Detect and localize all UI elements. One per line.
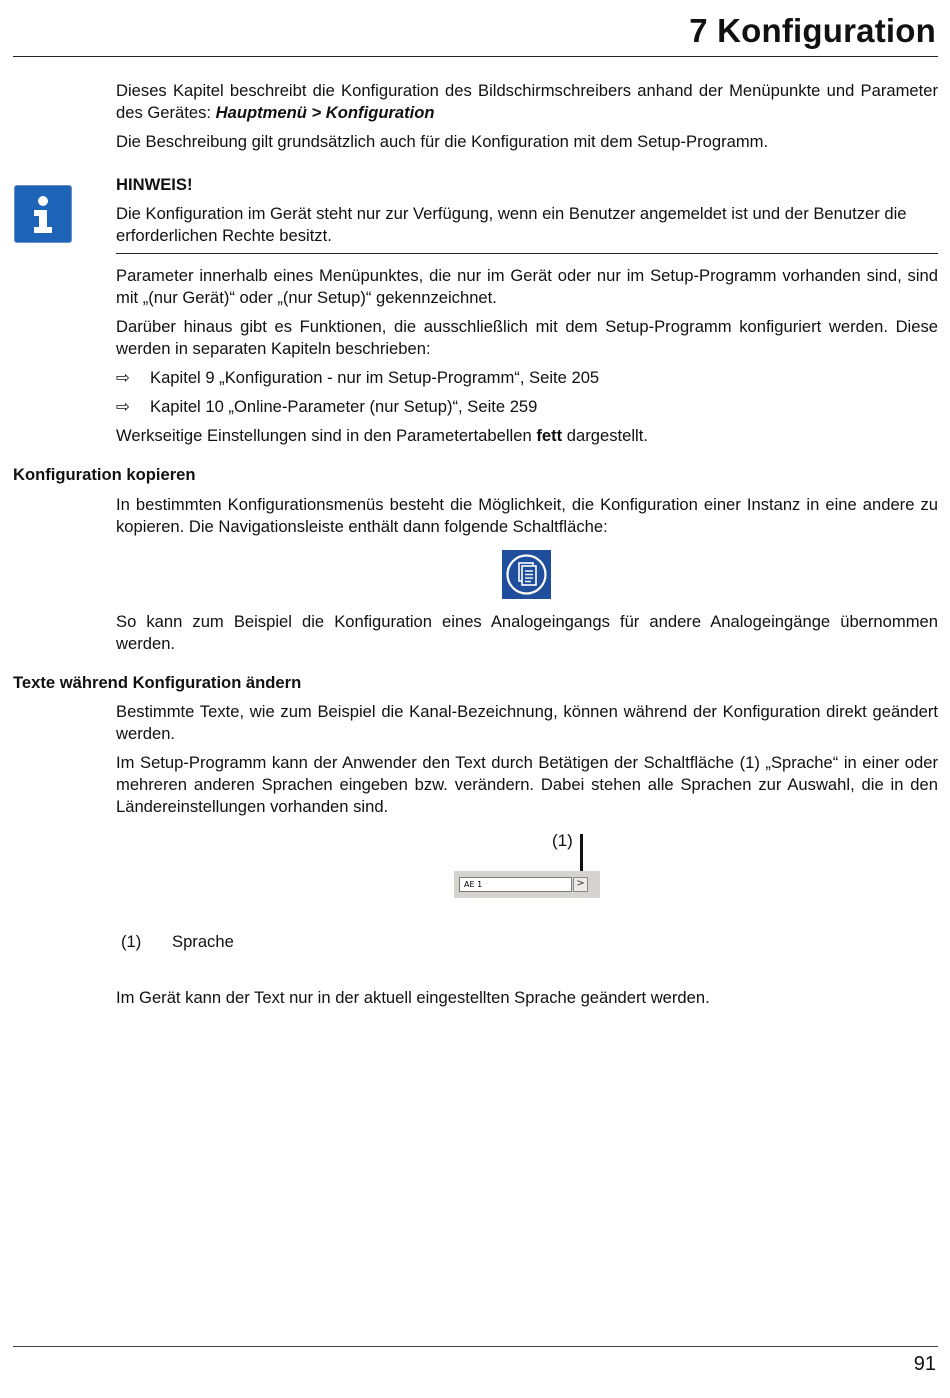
texts-paragraph-1: Bestimmte Texte, wie zum Beispiel die Kanal-Bezeichnung, können während der Konfiguration direkt geändert werden. xyxy=(116,702,938,743)
intro-paragraph-1 xyxy=(116,80,938,124)
link-chapter-9[interactable]: Kapitel 9 „Konfiguration - nur im Setup-Programm“, Seite 205 xyxy=(150,368,600,387)
texts-paragraph-3: Im Gerät kann der Text nur in der aktuell eingestellten Sprache geändert werden. xyxy=(116,988,710,1007)
channel-name-input[interactable]: AE 1 xyxy=(459,877,572,892)
heading-change-texts: Texte während Konfiguration ändern xyxy=(13,673,302,692)
copy-paragraph-2: So kann zum Beispiel die Konfiguration eines Analogeingangs für andere Analogeingänge übernommen werden. xyxy=(116,612,938,653)
notice-title: HINWEIS! xyxy=(116,175,193,194)
header-divider xyxy=(13,56,938,57)
language-button[interactable]: > xyxy=(573,877,588,892)
intro-text: Dieses Kapitel beschreibt die Konfiguration des Bildschirmschreibers anhand der Menüpunkte und Parameter des Gerätes: xyxy=(116,81,938,122)
heading-copy-configuration: Konfiguration kopieren xyxy=(13,465,196,484)
callout-label: (1) xyxy=(552,831,573,850)
bold-word: fett xyxy=(536,426,563,445)
callout-line xyxy=(580,834,583,872)
link-chapter-10[interactable]: Kapitel 10 „Online-Parameter (nur Setup)“, Seite 259 xyxy=(150,397,538,416)
notice-text: Die Konfiguration im Gerät steht nur zur Verfügung, wenn ein Benutzer angemeldet ist und der Benutzer die erforderlichen Rechte besitzt. xyxy=(116,204,907,245)
arrow-right-icon: ⇨ xyxy=(116,397,130,416)
copy-paragraph-1: In bestimmten Konfigurationsmenüs besteht die Möglichkeit, die Konfiguration einer Instanz in eine andere zu kopieren. Die Navigationsleiste enthält dann folgende Schaltfläche: xyxy=(116,495,938,536)
page-number: 91 xyxy=(913,1353,936,1375)
menu-path: Hauptmenü > Konfiguration xyxy=(215,103,435,122)
legend-number: (1) xyxy=(121,932,142,951)
paragraph-setup-functions: Darüber hinaus gibt es Funktionen, die ausschließlich mit dem Setup-Programm konfiguriert werden. Diese werden in separaten Kapiteln beschrieben: xyxy=(116,317,938,358)
factory-text-end: dargestellt. xyxy=(562,426,648,445)
info-glyph xyxy=(15,186,71,242)
copy-documents-icon[interactable] xyxy=(502,550,551,599)
factory-text: Werkseitige Einstellungen sind in den Parametertabellen xyxy=(116,426,537,445)
chapter-title: 7 Konfiguration xyxy=(689,12,936,49)
texts-paragraph-2: Im Setup-Programm kann der Anwender den Text durch Betätigen der Schaltfläche (1) „Sprache“ in einer oder mehreren anderen Sprachen eingeben bzw. verändern. Dabei stehen alle Sprachen zur Auswahl, die in den Ländereinstellungen vorhanden sind. xyxy=(116,753,938,816)
notice-divider xyxy=(116,253,938,254)
arrow-right-icon: ⇨ xyxy=(116,368,130,387)
paragraph-factory-settings xyxy=(116,425,938,447)
copy-glyph xyxy=(502,550,551,599)
footer-divider xyxy=(13,1346,938,1347)
intro-paragraph-2: Die Beschreibung gilt grundsätzlich auch für die Konfiguration mit dem Setup-Programm. xyxy=(116,132,769,151)
paragraph-scope: Parameter innerhalb eines Menüpunktes, die nur im Gerät oder nur im Setup-Programm vorhanden sind, sind mit „(nur Gerät)“ oder „(nur Setup)“ gekennzeichnet. xyxy=(116,266,938,307)
legend-label: Sprache xyxy=(172,932,234,951)
info-icon xyxy=(14,185,72,243)
